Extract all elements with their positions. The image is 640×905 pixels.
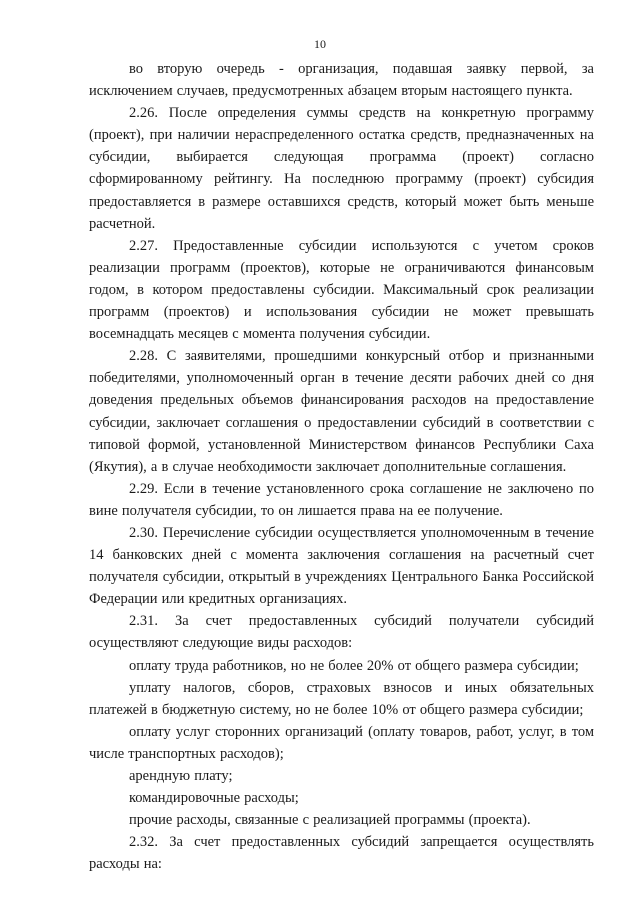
paragraph-2-29: 2.29. Если в течение установленного срока соглашение не заключено по вине получателя субсидии, то он лишается права на ее получение. (89, 480, 594, 519)
paragraph-2-28: 2.28. С заявителями, прошедшими конкурсный отбор и признанными победителями, уполномоченный орган в течение десяти рабочих дней со дня доведения предельных объемов финансирования расходов на предоставление субсидии, заключает соглашения о предоставлении субсидий в соответствии с типовой формой, установленной Министерством финансов Республики Саха (Якутия), а в случае необходимости заключает дополнительные соглашения. (89, 348, 594, 475)
paragraph-2-32: 2.32. За счет предоставленных субсидий запрещается осуществлять расходы на: (89, 834, 594, 873)
paragraph-2-31: 2.31. За счет предоставленных субсидий получатели субсидий осуществляют следующие виды расходов: (89, 613, 594, 652)
list-item-rent: арендную плату; (129, 768, 233, 784)
list-item-travel: командировочные расходы; (129, 790, 299, 807)
page-number: 10 (314, 37, 326, 51)
list-item-labor: оплату труда работников, но не более 20% от общего размера субсидии; (129, 657, 579, 674)
document-body (89, 58, 594, 875)
paragraph-2-30: 2.30. Перечисление субсидии осуществляется уполномоченным в течение 14 банковских дней с момента заключения соглашения на расчетный счет получателя субсидии, открытый в учреждениях Центрального Банка Российской Федерации или кредитных организациях. (89, 524, 594, 608)
paragraph-continuation: во вторую очередь - организация, подавшая заявку первой, за исключением случаев, предусмотренных абзацем вторым настоящего пункта. (89, 61, 594, 100)
paragraph-2-27: 2.27. Предоставленные субсидии используются с учетом сроков реализации программ (проектов), которые не ограничиваются финансовым годом, в котором предоставлены субсидии. Максимальный срок реализации программ (проектов) и использования субсидии не может превышать восемнадцать месяцев с момента получения субсидии. (89, 237, 594, 343)
list-item-taxes: уплату налогов, сборов, страховых взносов и иных обязательных платежей в бюджетную систему, но не более 10% от общего размера субсидии; (89, 679, 594, 718)
list-item-other: прочие расходы, связанные с реализацией программы (проекта). (129, 812, 531, 829)
paragraph-2-26: 2.26. После определения суммы средств на конкретную программу (проект), при наличии нераспределенного остатка средств, предназначенных на субсидии, выбирается следующая программа (проект) согласно сформированному рейтингу. На последнюю программу (проект) субсидия предоставляется в размере оставшихся средств, который может быть меньше расчетной. (89, 105, 594, 232)
list-item-services: оплату услуг сторонних организаций (оплату товаров, работ, услуг, в том числе транспортных расходов); (89, 723, 594, 762)
